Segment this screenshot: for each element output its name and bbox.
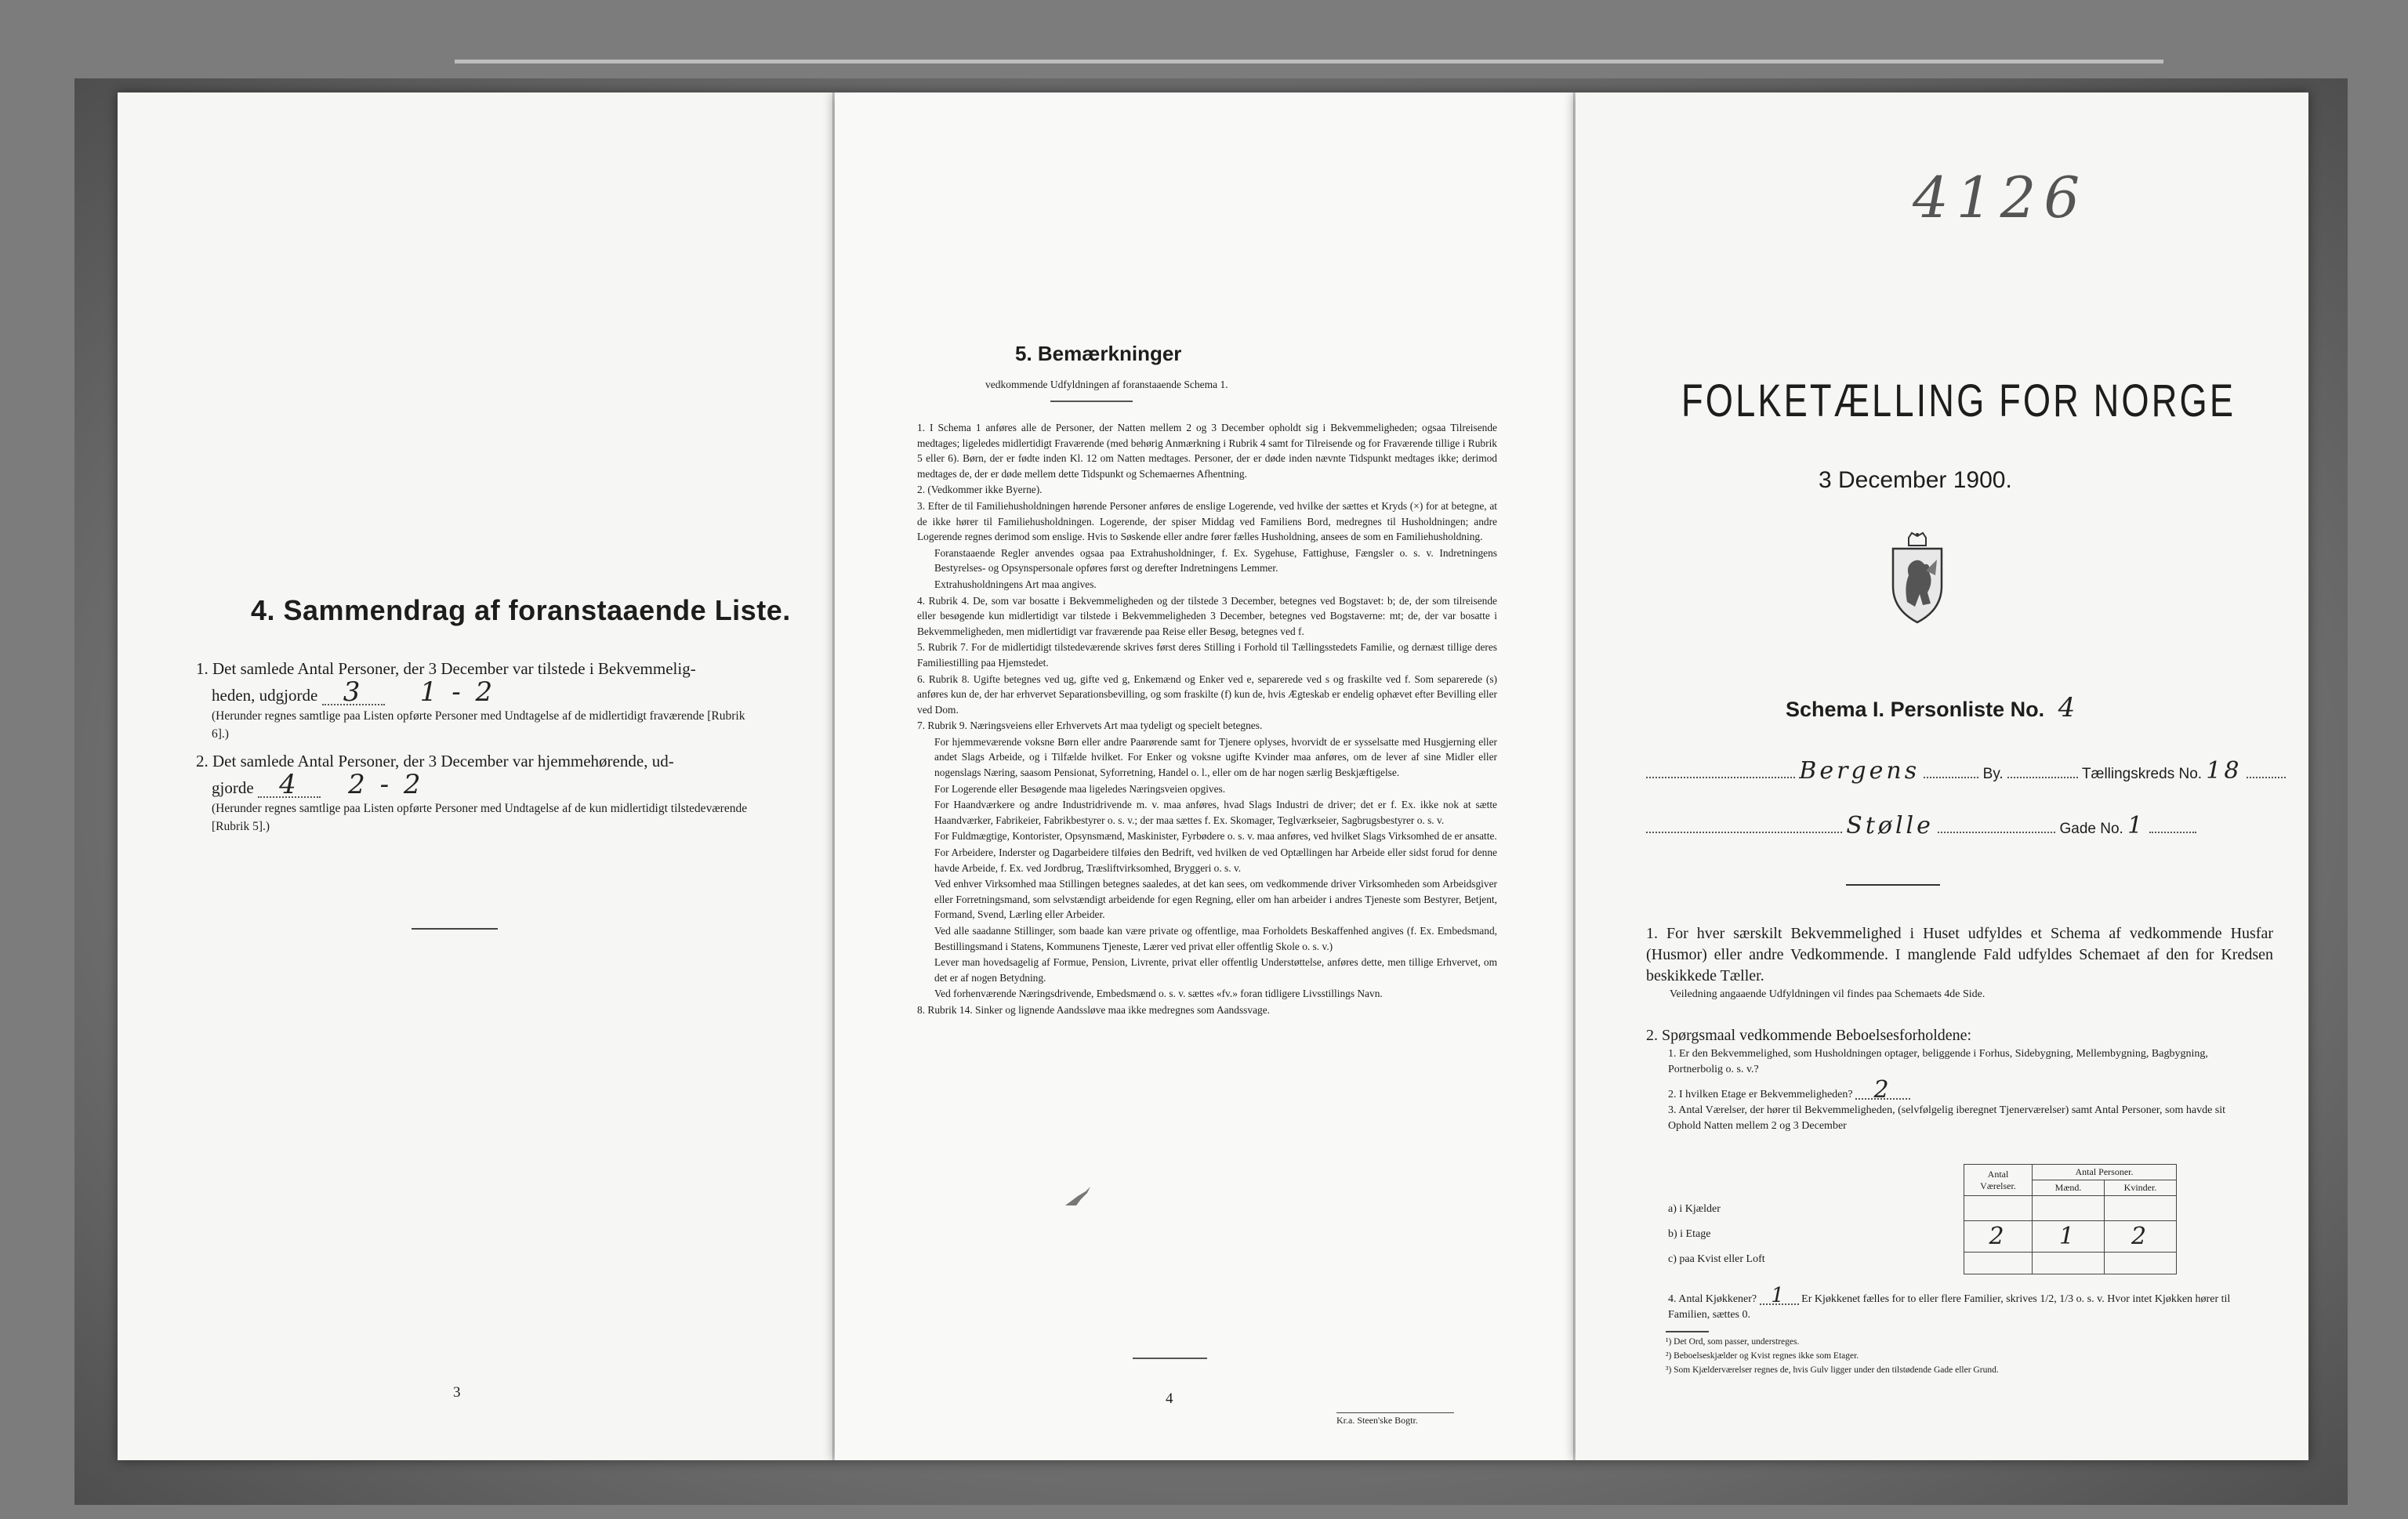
divider <box>412 928 498 930</box>
item2-handwriting-b: 2 - 2 <box>348 769 424 800</box>
item2-line2 <box>196 769 760 800</box>
question-4 <box>1668 1284 2248 1323</box>
street-line <box>1646 812 2196 839</box>
remark-paragraph: 1. I Schema 1 anføres alle de Personer, der Natten mellem 2 og 3 December opholdt sig i Bekvemmeligheden; ogsaa Tilreisende medtages; ligeledes midlertidigt Fraværende (med behørig Anmærkning i Rubrik 4 samt for Tilreisende og for Fraværende tillige i Rubrik 5 eller 6). Børn, der er fødte inden Kl. 12 om Natten medtages. Personer, der er døde inden nævnte Tidspunkt medtages ikke; derimod medtages de, der er døde mellem dette Tidspunkt og Schemaernes Afhentning. <box>917 422 1497 480</box>
header-men: Mænd. <box>2033 1180 2105 1196</box>
page-number-4: 4 <box>1166 1390 1173 1407</box>
header-rooms: Antal Værelser. <box>1964 1165 2033 1196</box>
remark-paragraph: Ved forhenværende Næringsdrivende, Embedsmænd o. s. v. sættes «fv.» foran tidligere Livsstillings Navn. <box>934 988 1383 1000</box>
remark-paragraph: 3. Efter de til Familiehusholdningen hørende Personer anføres de enslige Logerende, ved hvilke der sættes et Kryds (×) for at betegne, at de ikke hører til Familiehusholdningen. Logerende, der spiser Middag ved Familiens Bord, medregnes til Husholdningen; andre Logerende regnes derimod som enslige. Hvis to Søskende eller andre fører fælles Husholdning, ansees de som en Familiehusholdning. <box>917 499 1497 543</box>
question-4-label: 4. Antal Kjøkkener? <box>1668 1293 1757 1305</box>
item2-handwriting-a: 4 <box>258 773 321 798</box>
item2-note: (Herunder regnes samtlige paa Listen opførte Personer med Undtagelse af de kun midlertidigt tilstedeværende [Rubrik 5].) <box>212 802 748 833</box>
question-1: 1. Er den Bekvemmelighed, som Husholdningen optager, beliggende i Forhus, Sidebygning, Mellembygning, Bagbygning, Portnerbolig o. s. v.? <box>1668 1048 2208 1075</box>
schema-heading <box>1786 692 2078 723</box>
instruction-1-note: Veiledning angaaende Udfyldningen vil findes paa Schemaets 4de Side. <box>1670 988 1986 1000</box>
remark-paragraph: For Haandværkere og andre Industridrivende m. v. maa anføres, hvad Slags Industri de driver; det er f. Ex. ikke nok at sætte Haandværker, Fabrikeier, Fabrikbestyrer o. s. v.; der maa sættes f. Ex. Skomager, Teglværkseier, Sagbrugsbestyrer o. s. v. <box>934 799 1497 826</box>
remark-paragraph: For Logerende eller Besøgende maa ligeledes Næringsveien opgives. <box>934 782 1226 795</box>
norway-coat-of-arms-icon <box>1885 531 1949 625</box>
question-4-text: Er Kjøkkenet fælles for to eller flere Familier, skrives 1/2, 1/3 o. s. v. Hvor intet Kjøkken hører til Familien, sættes 0. <box>1668 1293 2231 1321</box>
remark-paragraph: 5. Rubrik 7. For de midlertidigt tilstedeværende skrives først deres Stilling i Forhold til Tællingsstedets Familie, og dernæst tillige deres Familiestilling paa Hjemstedet. <box>917 641 1497 669</box>
district-label: Tællingskreds No. <box>2081 766 2203 782</box>
remark-paragraph: 8. Rubrik 14. Sinker og lignende Aandssløve maa ikke medregnes som Aandssvage. <box>917 1003 1270 1016</box>
bird-mark-icon <box>1062 1182 1093 1213</box>
instruction-2 <box>1646 1025 2273 1134</box>
rooms-persons-table <box>1964 1164 2177 1274</box>
remark-paragraph: Extrahusholdningens Art maa angives. <box>934 578 1097 590</box>
divider <box>1846 884 1940 886</box>
header-persons: Antal Personer. <box>2033 1165 2177 1180</box>
remark-paragraph: 2. (Vedkommer ikke Byerne). <box>917 484 1043 496</box>
schema-label: Schema I. Personliste No. <box>1786 698 2045 721</box>
summary-item-1 <box>196 657 760 743</box>
cell-b-men: 1 <box>2033 1221 2105 1253</box>
cell-b-rooms: 2 <box>1964 1221 2033 1253</box>
remark-paragraph: 4. Rubrik 4. De, som var bosatte i Bekvemmeligheden og der tilstede 3 December, betegnes ved Bogstavet: b; de, der som tilreisende eller besøgende kun midlertidigt var tilstede i Bekvemmeligheden 3 December, betegnes ved Bogstaverne: mt; de, der var bosatte i Bekvemmeligheden, men midlertidigt var fraværende paa Reise eller Besøg, betegnes ved f. <box>917 594 1497 637</box>
summary-item-2 <box>196 749 760 836</box>
footnote-divider <box>1666 1331 1709 1332</box>
right-page <box>1576 92 2308 1460</box>
item1-line1: 1. Det samlede Antal Personer, der 3 December var tilstede i Bekvemmelig- <box>196 659 696 678</box>
question-3: 3. Antal Værelser, der hører til Bekvemmeligheden, (selvfølgelig iberegnet Tjenerværelser) samt Antal Personer, som havde sit Ophold Natten mellem 2 og 3 December <box>1668 1104 2226 1132</box>
table-row-labels <box>1668 1202 1966 1277</box>
item1-handwriting-b: 1 - 2 <box>419 676 496 708</box>
section-5-title: 5. Bemærkninger <box>1015 342 1182 365</box>
remark-paragraph: For Arbeidere, Inderster og Dagarbeidere tilføies den Bedrift, ved hvilken de ved Optællingen har Arbeide eller sidst forud for denne havde Arbeide, f. Ex. ved Jordbrug, Træsliftvirksomhed, Bryggeri o. s. v. <box>934 847 1497 874</box>
page-number-3: 3 <box>453 1384 461 1401</box>
archive-number-handwritten: 4126 <box>1913 165 2088 230</box>
remark-paragraph: Ved alle saadanne Stillinger, som baade kan være private og offentlige, maa Forholdets Beskaffenhed angives (f. Ex. Embedsmand, Bestillingsmand i Statens, Kommunens Tjeneste, Lærer ved privat eller offentlig Skole o. s. v.) <box>934 925 1497 952</box>
item2-line1: 2. Det samlede Antal Personer, der 3 December var hjemmehørende, ud- <box>196 752 674 770</box>
instruction-1-text: 1. For hver særskilt Bekvemmelighed i Huset udfyldes et Schema af vedkommende Husfar (Husmor) eller andre Vedkommende. I manglende Fald udfyldes Schemaet af den for Kredsen beskikkede Tæller. <box>1646 925 2273 984</box>
row-label-c: c) paa Kvist eller Loft <box>1668 1253 1765 1265</box>
section-5-subtitle: vedkommende Udfyldningen af foranstaaende Schema 1. <box>985 379 1228 390</box>
scan-edge-line <box>455 60 2163 63</box>
census-title: FOLKETÆLLING FOR NORGE <box>1681 375 2236 426</box>
cell-b-women: 2 <box>2105 1221 2177 1253</box>
printer-mark: Kr.a. Steen'ske Bogtr. <box>1336 1412 1454 1427</box>
city-name-handwritten: Bergens <box>1799 757 1920 785</box>
instruction-1 <box>1646 923 2273 1002</box>
section-4-title: 4. Sammendrag af foranstaaende Liste. <box>251 594 791 626</box>
district-number-handwritten: 18 <box>2206 757 2243 785</box>
item2-label: gjorde <box>212 778 254 797</box>
item1-handwriting-a: 3 <box>322 680 385 705</box>
row-label-b: b) i Etage <box>1668 1228 1711 1240</box>
remark-paragraph: Foranstaaende Regler anvendes ogsaa paa Extrahusholdninger, f. Ex. Sygehuse, Fattighuse, Fængsler o. s. v. Indretningens Bestyrelses- og Opsynspersonale opføres først og derefter Indretningens Lemmer. <box>934 546 1497 575</box>
item1-label: heden, udgjorde <box>212 686 318 705</box>
header-women: Kvinder. <box>2105 1180 2177 1196</box>
instruction-2-text: 2. Spørgsmaal vedkommende Beboelsesforholdene: <box>1646 1027 1972 1044</box>
personliste-number: 4 <box>2058 692 2079 723</box>
street-name-handwritten: Stølle <box>1846 812 1934 839</box>
remark-paragraph: Lever man hovedsagelig af Formue, Pension, Livrente, privat eller offentlig Understøttelse, anføres dette, men tillige Erhvervet, om det er af nogen Betydning. <box>934 956 1497 984</box>
floor-handwritten: 2 <box>1855 1082 1910 1100</box>
remark-paragraph: 6. Rubrik 8. Ugifte betegnes ved ug, gifte ved g, Enkemænd og Enker ved e, separerede ved s og fraskilte ved f. Som separerede (s) anføres kun de, der har erhvervet Separationsbevilling, og som fraskilte (f) kun de, hvis Ægteskab er endelig ophævet efter Bevilling eller ved Dom. <box>917 672 1497 716</box>
footnote-3: ³) Som Kjælderværelser regnes de, hvis Gulv ligger under den tilstødende Gade eller Grund. <box>1666 1365 1999 1375</box>
remark-paragraph: For Fuldmægtige, Kontorister, Opsynsmænd, Maskinister, Fyrbødere o. s. v. maa anføres, ved hvilket Slags Virksomhed de er ansatte. <box>934 830 1497 843</box>
remarks-text <box>917 420 1497 1019</box>
left-page <box>118 92 835 1460</box>
footnote-2: ²) Beboelseskjælder og Kvist regnes ikke som Etager. <box>1666 1351 1859 1361</box>
city-label: By. <box>1982 766 2004 782</box>
divider <box>1050 401 1133 402</box>
street-label: Gade No. <box>2059 821 2123 837</box>
street-number-handwritten: 1 <box>2127 812 2146 839</box>
remark-paragraph: 7. Rubrik 9. Næringsveiens eller Erhvervets Art maa tydeligt og specielt betegnes. <box>917 720 1263 732</box>
remark-paragraph: Ved enhver Virksomhed maa Stillingen betegnes saaledes, at det kan sees, om vedkommende driver Virksomheden som Arbeidsgiver eller Forretningsmand, som selvstændigt arbeidende for egen Regning, eller om han arbeider i andres Tjeneste som Bestyrer, Betjent, Formand, Svend, Lærling eller Arbeider. <box>934 878 1497 921</box>
footnote-1: ¹) Det Ord, som passer, understreges. <box>1666 1337 1800 1347</box>
divider <box>1133 1358 1207 1359</box>
census-date: 3 December 1900. <box>1819 467 2012 493</box>
question-2 <box>1646 1076 2273 1104</box>
kitchens-handwritten: 1 <box>1760 1288 1799 1305</box>
middle-page <box>835 92 1576 1460</box>
row-label-a: a) i Kjælder <box>1668 1203 1721 1215</box>
city-line <box>1646 757 2286 785</box>
question-2-text: 2. I hvilken Etage er Bekvemmeligheden? <box>1668 1089 1853 1100</box>
item1-line2 <box>196 676 760 708</box>
remark-paragraph: For hjemmeværende voksne Børn eller andre Paarørende samt for Tjenere oplyses, hvorvidt de er sysselsatte med Husgjerning eller andet Slags Arbeide, og i Tilfælde hvilket. For Enker og voksne ugifte Kvinder maa anføres, om de lever af sine Midler eller nogenslags Næring, saasom Pensionat, Syforretning, Handel o. l., eller om de har nogen særlig Beskjæftigelse. <box>934 735 1497 779</box>
item1-note: (Herunder regnes samtlige paa Listen opførte Personer med Undtagelse af de midlertidigt fraværende [Rubrik 6].) <box>212 709 745 741</box>
